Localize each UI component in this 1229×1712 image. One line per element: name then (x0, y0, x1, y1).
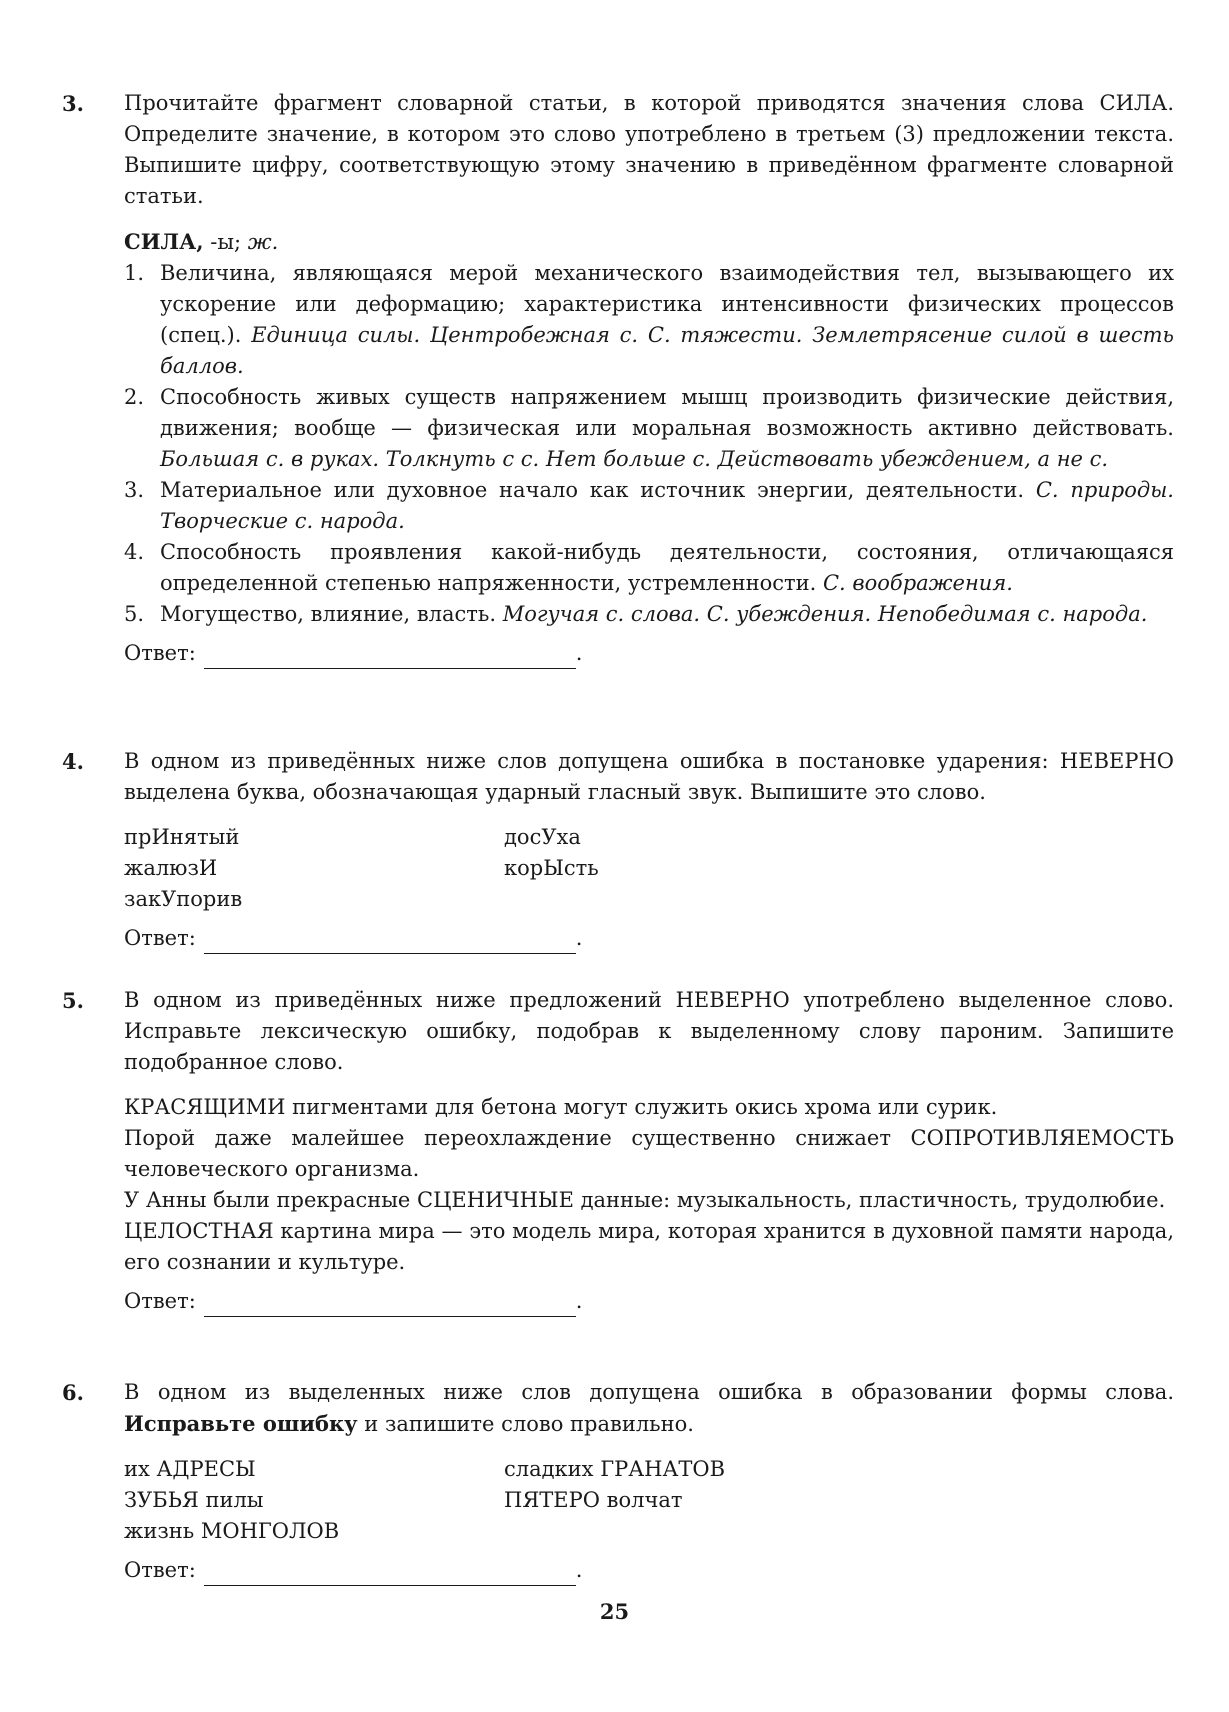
sense-list (124, 258, 1174, 630)
answer-line[interactable] (204, 929, 576, 954)
answer-row (124, 1555, 1174, 1586)
word-option: жизнь МОНГОЛОВ (124, 1519, 340, 1543)
word-option: корЫсть (504, 856, 599, 880)
task-number: 3. (62, 91, 84, 116)
sense-definition: Способность проявления какой-нибудь деятельности, состояния, отличающаяся определенной степенью напряженности, устремленности. (160, 540, 1174, 595)
word-column-left (124, 822, 504, 915)
answer-line[interactable] (204, 644, 576, 669)
sentence: У Анны были прекрасные СЦЕНИЧНЫЕ данные: музыкальность, пластичность, трудолюбие. (124, 1188, 1166, 1212)
answer-line[interactable] (204, 1561, 576, 1586)
dictionary-headword-line (124, 226, 1174, 258)
prompt-emphasis: Исправьте ошибку (124, 1411, 358, 1436)
prompt-start: В одном из выделенных ниже слов допущена ошибка в образовании формы слова. (124, 1380, 1174, 1404)
task-number: 5. (62, 988, 84, 1013)
word-column-right (504, 1454, 725, 1547)
page-number: 25 (599, 1599, 630, 1624)
answer-label: Ответ: (124, 926, 196, 950)
word-column-right (504, 822, 599, 915)
sense-definition: Могущество, влияние, власть. (160, 602, 503, 626)
word-columns (124, 1454, 1174, 1547)
sense-number: 4. (124, 540, 145, 564)
task-prompt: В одном из приведённых ниже слов допущена ошибка в постановке ударения: НЕВЕРНО выделена буква, обозначающая ударный гласный звук. Выпишите это слово. (124, 749, 1174, 804)
task-prompt: Прочитайте фрагмент словарной статьи, в которой приводятся значения слова СИЛА. Определите значение, в котором это слово употреблено в третьем (3) предложении текста. Выпишите цифру, соответствующую этому значению в приведённом фрагменте словарной статьи. (124, 91, 1174, 208)
headword: СИЛА, (124, 229, 204, 254)
sense-item (124, 599, 1174, 630)
answer-end: . (575, 641, 583, 665)
task-body (124, 746, 1174, 954)
task-number: 4. (62, 749, 84, 774)
word-option: их АДРЕСЫ (124, 1457, 256, 1481)
sense-examples: Единица силы. Центробежная с. С. тяжести. Землетрясение силой в шесть баллов. (160, 323, 1174, 378)
sense-examples: Могучая с. слова. С. убеждения. Непобедимая с. народа. (502, 602, 1148, 626)
grammar-note: -ы; (203, 230, 248, 254)
sense-number: 1. (124, 261, 145, 285)
task-body (124, 985, 1174, 1317)
sense-examples: С. воображения. (822, 571, 1013, 595)
sense-definition: Способность живых существ напряжением мышц производить физические действия, движения; вообще — физическая или моральная возможность активно действовать. (160, 385, 1174, 440)
sentence: Порой даже малейшее переохлаждение существенно снижает СОПРОТИВЛЯЕМОСТЬ человеческого организма. (124, 1126, 1174, 1181)
sentence: КРАСЯЩИМИ пигментами для бетона могут служить окись хрома или сурик. (124, 1095, 998, 1119)
task-prompt (124, 1377, 1174, 1440)
word-option: ПЯТЕРО волчат (504, 1488, 683, 1512)
answer-label: Ответ: (124, 1558, 196, 1582)
task-prompt: В одном из приведённых ниже предложений НЕВЕРНО употреблено выделенное слово. Исправьте лексическую ошибку, подобрав к выделенному слову пароним. Запишите подобранное слово. (124, 988, 1174, 1074)
sense-number: 2. (124, 385, 145, 409)
answer-label: Ответ: (124, 641, 196, 665)
prompt-end: и запишите слово правильно. (357, 1412, 694, 1436)
answer-end: . (575, 1289, 583, 1313)
answer-row (124, 1286, 1174, 1317)
sense-definition: Материальное или духовное начало как источник энергии, деятельности. (160, 478, 1036, 502)
sense-examples: С. природы. Творческие с. народа. (160, 478, 1174, 533)
task-number: 6. (62, 1380, 84, 1405)
answer-row (124, 638, 1174, 669)
sense-item (124, 258, 1174, 382)
word-option: жалюзИ (124, 856, 218, 880)
sense-definition: Величина, являющаяся мерой механического взаимодействия тел, вызывающего их ускорение или деформацию; характеристика интенсивности физических процессов (спец.). (160, 261, 1174, 347)
word-option: прИнятый (124, 825, 240, 849)
answer-end: . (575, 926, 583, 950)
sense-examples: Большая с. в руках. Толкнуть с с. Нет больше с. Действовать убеждением, а не с. (160, 447, 1109, 471)
word-option: досУха (504, 825, 581, 849)
word-option: закУпорив (124, 887, 243, 911)
gender-note: ж. (247, 230, 279, 254)
sense-item (124, 475, 1174, 537)
sentence-list (124, 1092, 1174, 1278)
sentence: ЦЕЛОСТНАЯ картина мира — это модель мира, которая хранится в духовной памяти народа, его сознании и культуре. (124, 1219, 1174, 1274)
task-body (124, 88, 1174, 669)
word-option: ЗУБЬЯ пилы (124, 1488, 264, 1512)
answer-end: . (575, 1558, 583, 1582)
answer-line[interactable] (204, 1292, 576, 1317)
sense-number: 5. (124, 602, 145, 626)
task-body (124, 1377, 1174, 1586)
answer-row (124, 923, 1174, 954)
sense-number: 3. (124, 478, 145, 502)
word-option: сладких ГРАНАТОВ (504, 1457, 726, 1481)
answer-label: Ответ: (124, 1289, 196, 1313)
sense-item (124, 537, 1174, 599)
word-columns (124, 822, 1174, 915)
word-column-left (124, 1454, 504, 1547)
sense-item (124, 382, 1174, 475)
